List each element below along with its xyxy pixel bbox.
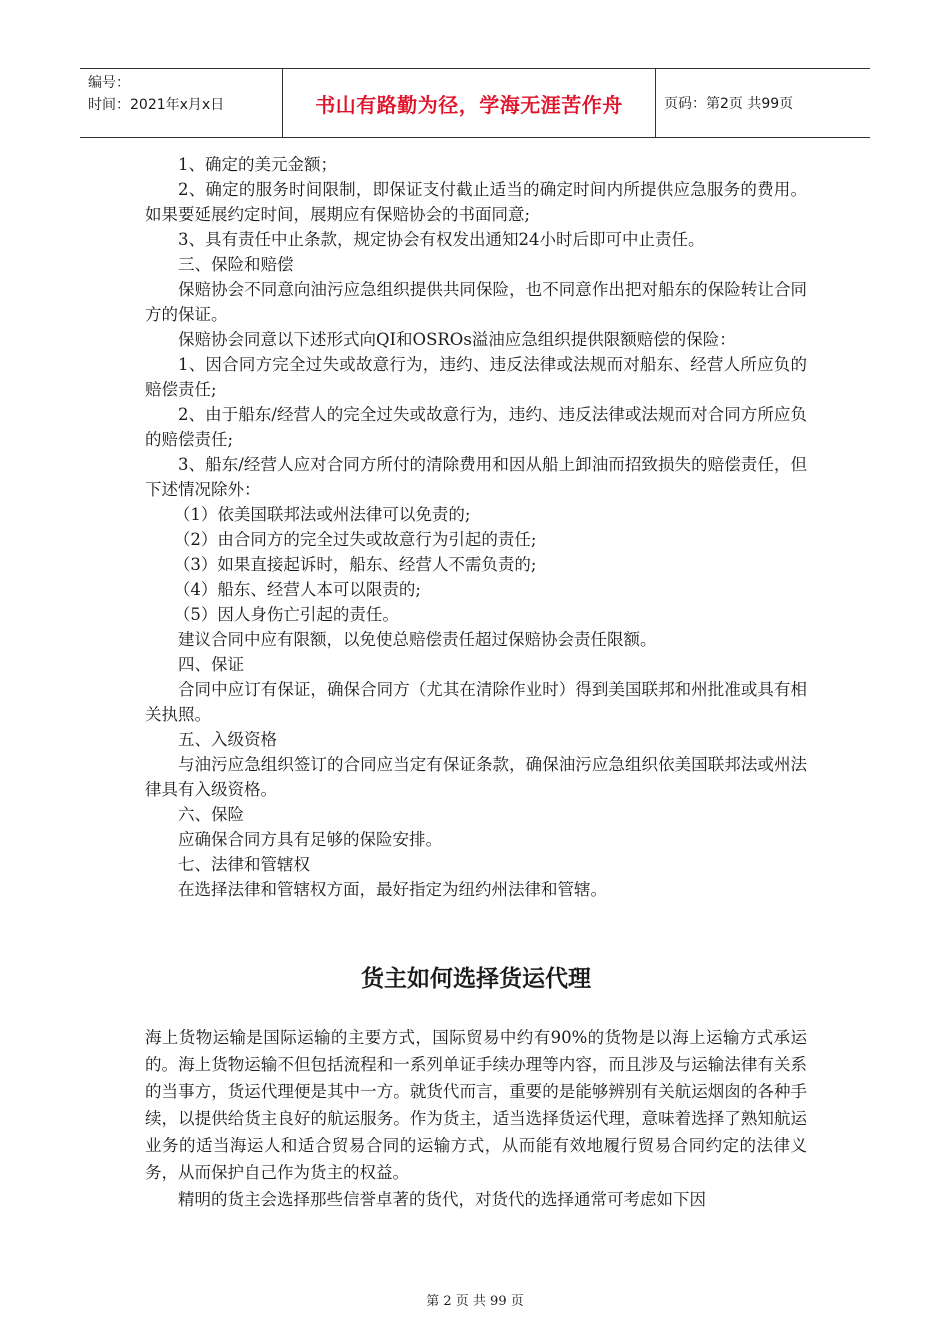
paragraph: 在选择法律和管辖权方面，最好指定为纽约州法律和管辖。 xyxy=(178,880,607,899)
time-label: 时间：2021年x月x日 xyxy=(88,97,225,113)
paragraph: 建议合同中应有限额，以免使总赔偿责任超过保赔协会责任限额。 xyxy=(178,630,657,649)
section-heading: 六、保险 xyxy=(178,805,244,824)
list-item: （3）如果直接起诉时，船东、经营人不需负责的; xyxy=(173,555,537,574)
list-item: （1）依美国联邦法或州法律可以免责的; xyxy=(173,505,471,524)
paragraph: 1、确定的美元金额； xyxy=(178,155,337,174)
paragraph: 与油污应急组织签订的合同应当定有保证条款，确保油污应急组织依美国联邦法或州法律具有入级资格。 xyxy=(145,755,807,799)
header-motto: 书山有路勤为径，学海无涯苦作舟 xyxy=(283,69,656,137)
section-heading: 四、保证 xyxy=(178,655,244,674)
page-footer: 第 2 页 共 99 页 xyxy=(426,1294,524,1309)
paragraph: 保赔协会不同意向油污应急组织提供共同保险，也不同意作出把对船东的保险转让合同方的保证。 xyxy=(145,280,807,324)
paragraph: 3、船东/经营人应对合同方所付的清除费用和因从船上卸油而招致损失的赔偿责任，但下述情况除外： xyxy=(145,455,807,499)
header-meta xyxy=(80,69,283,137)
number-label: 编号： xyxy=(88,75,130,91)
article-title: 货主如何选择货运代理 xyxy=(361,966,591,992)
list-item: （5）因人身伤亡引起的责任。 xyxy=(173,605,399,624)
body-text xyxy=(145,152,807,902)
section-heading: 七、法律和管辖权 xyxy=(178,855,310,874)
paragraph: 应确保合同方具有足够的保险安排。 xyxy=(178,830,442,849)
paragraph: 合同中应订有保证，确保合同方（尤其在清除作业时）得到美国联邦和州批准或具有相关执照。 xyxy=(145,680,807,724)
header-page-info: 页码：第2页 共99页 xyxy=(664,96,794,112)
section-heading: 三、保险和赔偿 xyxy=(178,255,294,274)
paragraph: 2、确定的服务时间限制，即保证支付截止适当的确定时间内所提供应急服务的费用。如果要延展约定时间，展期应有保赔协会的书面同意; xyxy=(145,180,807,224)
paragraph: 精明的货主会选择那些信誉卓著的货代，对货代的选择通常可考虑如下因 xyxy=(178,1190,706,1209)
paragraph: 2、由于船东/经营人的完全过失或故意行为，违约、违反法律或法规而对合同方所应负的赔偿责任; xyxy=(145,405,807,449)
article-body xyxy=(145,1024,807,1213)
list-item: （2）由合同方的完全过失或故意行为引起的责任; xyxy=(173,530,537,549)
list-item: （4）船东、经营人本可以限责的; xyxy=(173,580,421,599)
paragraph: 3、具有责任中止条款，规定协会有权发出通知24小时后即可中止责任。 xyxy=(178,230,705,249)
paragraph: 保赔协会同意以下述形式向QI和OSROs溢油应急组织提供限额赔偿的保险： xyxy=(178,330,736,349)
paragraph: 海上货物运输是国际运输的主要方式，国际贸易中约有90%的货物是以海上运输方式承运的。海上货物运输不但包括流程和一系列单证手续办理等内容，而且涉及与运输法律有关系的当事方，货运代理便是其中一方。就货代而言，重要的是能够辨别有关航运烟囱的各种手续，以提供给货主良好的航运服务。作为货主，适当选择货运代理，意味着选择了熟知航运业务的适当海运人和适合贸易合同的运输方式，从而能有效地履行贸易合同约定的法律义务，从而保护自己作为货主的权益。 xyxy=(145,1028,807,1182)
page-header xyxy=(80,68,870,138)
section-heading: 五、入级资格 xyxy=(178,730,277,749)
paragraph: 1、因合同方完全过失或故意行为，违约、违反法律或法规而对船东、经营人所应负的赔偿责任; xyxy=(145,355,807,399)
